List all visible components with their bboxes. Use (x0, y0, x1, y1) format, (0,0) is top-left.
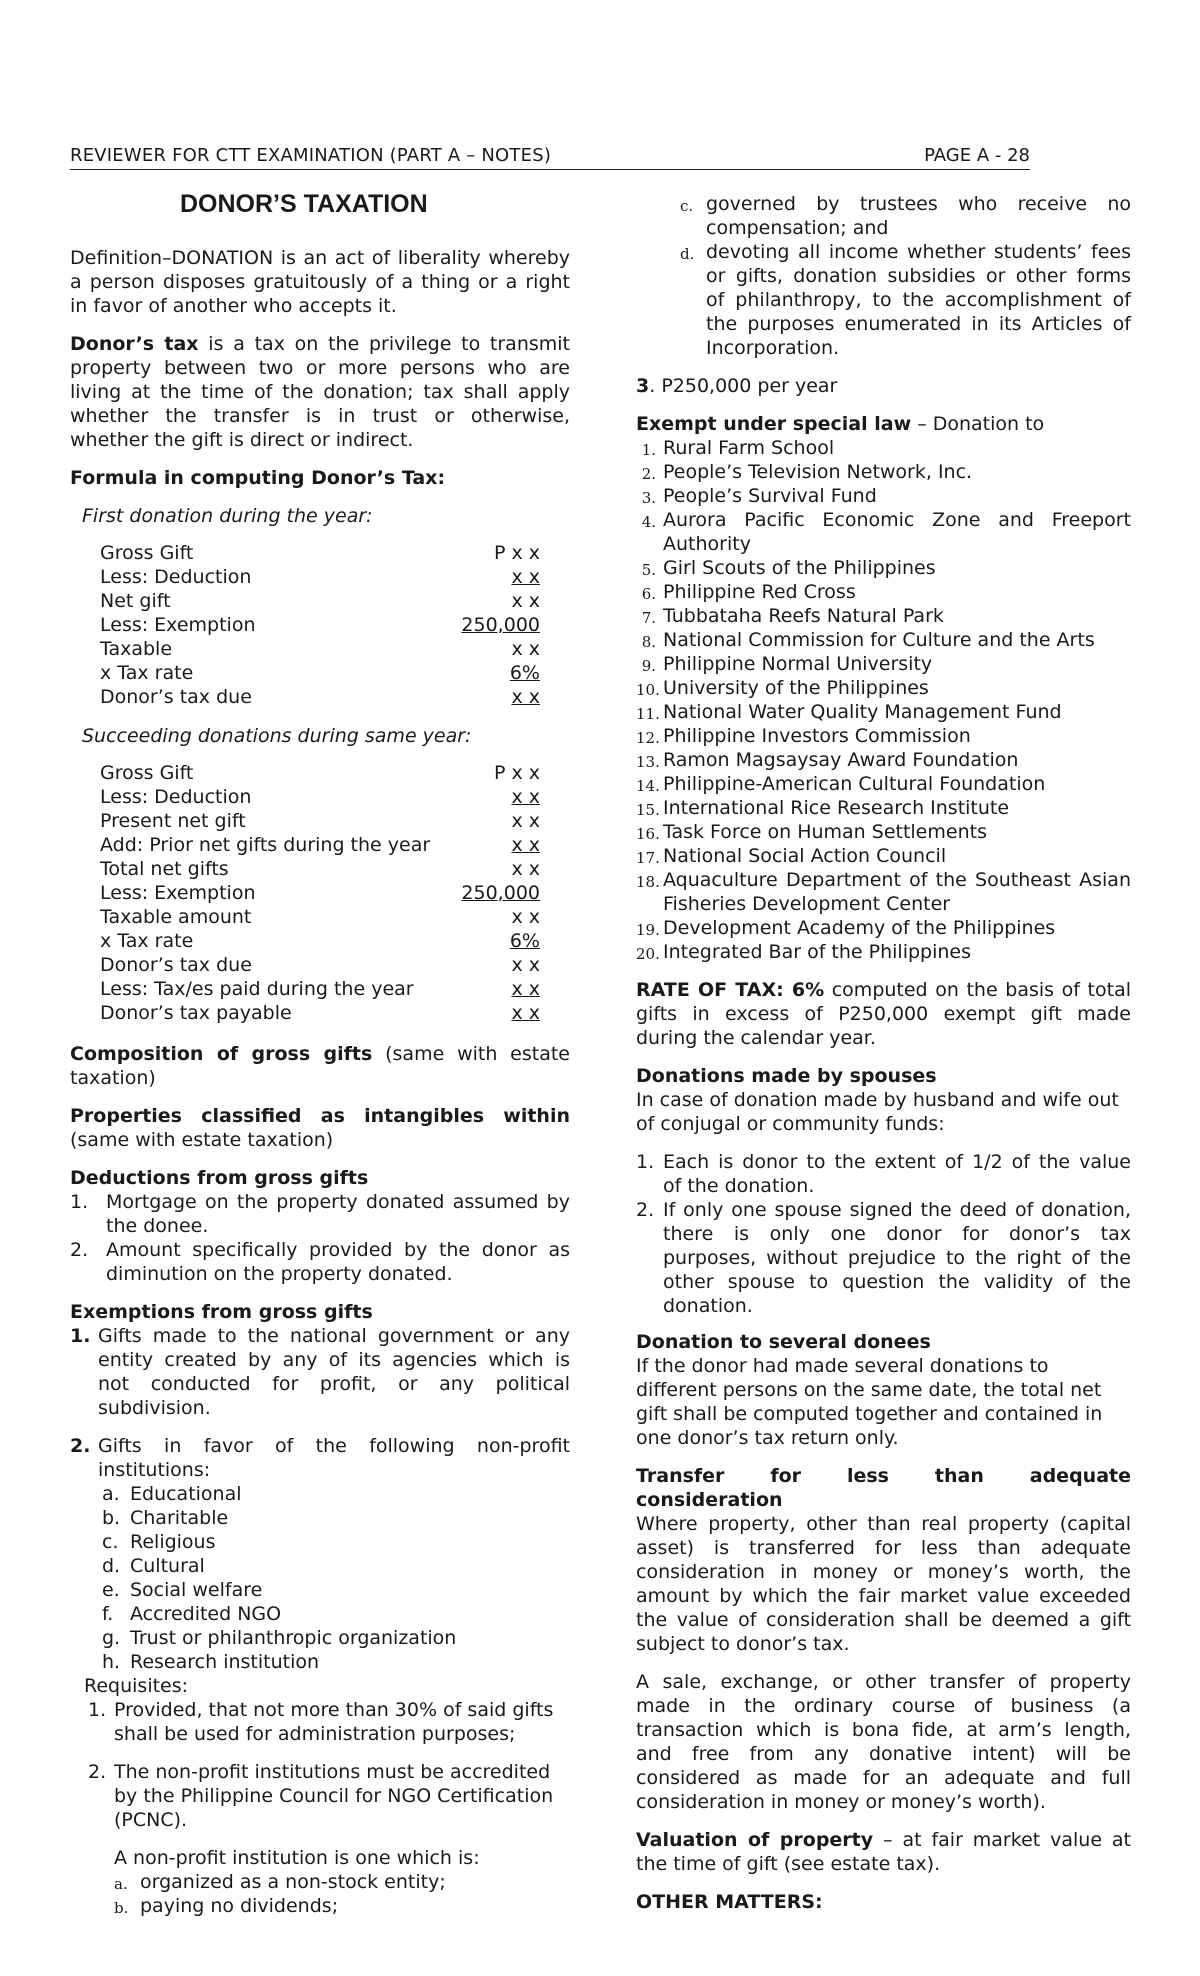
criterion-line: of philanthropy, to the accomplishment of (706, 289, 1131, 311)
exemption-line: subdivision. (98, 1397, 211, 1419)
donors-tax-line: whether the gift is direct or indirect. (70, 429, 414, 451)
institution-letter: e. (102, 1579, 120, 1601)
computation-value: P x x (493, 542, 540, 564)
list-number: 4. (641, 513, 656, 531)
exemption-line: entity created by any of its agencies which is (98, 1349, 570, 1371)
spouse-rule-line: donation. (663, 1295, 753, 1317)
special-law-item: Fisheries Development Center (663, 893, 951, 915)
institution-item: Social welfare (130, 1579, 263, 1601)
computation-label: Less: Exemption (100, 614, 256, 636)
computation-value: x x (511, 638, 540, 660)
computation-label: Less: Exemption (100, 882, 256, 904)
list-number: 10. (636, 681, 660, 699)
special-law-item: Task Force on Human Settlements (663, 821, 987, 843)
computation-label: x Tax rate (100, 662, 194, 684)
computation-value: x x (511, 954, 540, 976)
list-number: 20. (636, 945, 660, 963)
computation-label: Present net gift (100, 810, 246, 832)
spouse-rule-number: 1. (636, 1151, 655, 1173)
requisite-number: 1. (88, 1699, 107, 1721)
special-law-item: Girl Scouts of the Philippines (663, 557, 936, 579)
rate-of-tax-line: during the calendar year. (636, 1027, 876, 1049)
spouse-rule-line: other spouse to question the validity of the (663, 1271, 1131, 1293)
spouse-rule-line: of the donation. (663, 1175, 815, 1197)
several-donees-heading: Donation to several donees (636, 1331, 931, 1353)
transfer-heading: consideration (636, 1489, 783, 1511)
deductions-heading: Deductions from gross gifts (70, 1167, 369, 1189)
spouse-rule-line: If only one spouse signed the deed of donation, (663, 1199, 1131, 1221)
requisite-line: (PCNC). (114, 1809, 188, 1831)
criterion-item: paying no dividends; (140, 1895, 339, 1917)
definition-line: a person disposes gratuitously of a thing or a right (70, 271, 570, 293)
deduction-line: Mortgage on the property donated assumed by (106, 1191, 570, 1213)
list-number: 2. (641, 465, 656, 483)
composition-line: taxation) (70, 1067, 156, 1089)
computation-label: Net gift (100, 590, 171, 612)
special-law-item: Development Academy of the Philippines (663, 917, 1056, 939)
special-law-item: Philippine Normal University (663, 653, 933, 675)
sale-line: and free from any donative intent) will be (636, 1743, 1131, 1765)
properties-line: Properties classified as intangibles within (70, 1105, 570, 1127)
computation-label: Gross Gift (100, 762, 194, 784)
list-number: 5. (641, 561, 656, 579)
transfer-line: amount by which the fair market value exceeded (636, 1585, 1131, 1607)
computation-value: x x (511, 810, 540, 832)
institution-item: Trust or philanthropic organization (130, 1627, 457, 1649)
spouse-rule-line: Each is donor to the extent of 1/2 of the value (663, 1151, 1131, 1173)
special-law-item: National Commission for Culture and the Arts (663, 629, 1095, 651)
list-number: 8. (641, 633, 656, 651)
sale-line: made in the ordinary course of business (a (636, 1695, 1131, 1717)
rate-of-tax-line: gifts in excess of P250,000 exempt gift made (636, 1003, 1131, 1025)
spouses-intro-line: In case of donation made by husband and wife out (636, 1089, 1119, 1111)
spouse-rule-number: 2. (636, 1199, 655, 1221)
first-donation-computation (100, 542, 540, 710)
computation-value: x x (511, 686, 540, 708)
valuation-line: the time of gift (see estate tax). (636, 1853, 941, 1875)
criterion-line: or gifts, donation subsidies or other forms (706, 265, 1131, 287)
computation-label: Less: Deduction (100, 786, 252, 808)
requisite-line: The non-profit institutions must be accredited (114, 1761, 551, 1783)
spouse-rule-line: there is only one donor for donor’s tax (663, 1223, 1131, 1245)
special-law-item: International Rice Research Institute (663, 797, 1010, 819)
criterion-item: organized as a non-stock entity; (140, 1871, 446, 1893)
deduction-line: the donee. (106, 1215, 209, 1237)
exemption-line: Gifts in favor of the following non-profit (98, 1435, 570, 1457)
definition-line: in favor of another who accepts it. (70, 295, 397, 317)
institution-letter: c. (102, 1531, 119, 1553)
spouse-rule-line: purposes, without prejudice to the right of the (663, 1247, 1131, 1269)
computation-value: x x (511, 590, 540, 612)
list-number: 1. (641, 441, 656, 459)
formula-heading: Formula in computing Donor’s Tax: (70, 467, 446, 489)
computation-label: Add: Prior net gifts during the year (100, 834, 431, 856)
transfer-line: consideration in money or money’s worth, the (636, 1561, 1131, 1583)
institution-item: Research institution (130, 1651, 320, 1673)
nonprofit-intro: A non-profit institution is one which is: (114, 1847, 480, 1869)
page-header (70, 145, 1030, 170)
sale-line: considered as made for an adequate and full (636, 1767, 1131, 1789)
institution-item: Accredited NGO (130, 1603, 282, 1625)
computation-label: Donor’s tax due (100, 686, 252, 708)
computation-value: 250,000 (461, 614, 540, 636)
transfer-line: Where property, other than real property (capital (636, 1513, 1131, 1535)
institution-letter: f. (102, 1603, 114, 1625)
special-law-item: People’s Television Network, Inc. (663, 461, 973, 483)
exemptions-heading: Exemptions from gross gifts (70, 1301, 373, 1323)
special-law-item: Philippine Red Cross (663, 581, 856, 603)
computation-value: x x (511, 1002, 540, 1024)
list-number: 6. (641, 585, 656, 603)
composition-line: Composition of gross gifts (same with estate (70, 1043, 570, 1065)
exempt-special-law-heading: Exempt under special law – Donation to (636, 413, 1045, 435)
transfer-line: the value of consideration shall be deemed a gift (636, 1609, 1131, 1631)
computation-label: Taxable (100, 638, 173, 660)
computation-label: Gross Gift (100, 542, 194, 564)
institution-letter: a. (102, 1483, 120, 1505)
computation-label: Less: Deduction (100, 566, 252, 588)
item-3: 3. P250,000 per year (636, 375, 838, 397)
exemption-line: Gifts made to the national government or any (98, 1325, 570, 1347)
list-number: 18. (636, 873, 660, 891)
list-number: 12. (636, 729, 660, 747)
donors-tax-line: Donor’s tax is a tax on the privilege to transmit (70, 333, 571, 355)
computation-value: 6% (509, 662, 540, 684)
list-number: 11. (636, 705, 660, 723)
list-number: 19. (636, 921, 660, 939)
several-donees-line: If the donor had made several donations to (636, 1355, 1049, 1377)
criterion-line: governed by trustees who receive no (706, 193, 1131, 215)
criterion-line: Incorporation. (706, 337, 840, 359)
list-number: 16. (636, 825, 660, 843)
list-number: 3. (641, 489, 656, 507)
computation-value: x x (511, 834, 540, 856)
special-law-item: Tubbataha Reefs Natural Park (663, 605, 944, 627)
criterion-letter: c. (680, 197, 694, 215)
institution-letter: h. (102, 1651, 121, 1673)
donors-tax-line: property between two or more persons who are (70, 357, 570, 379)
page-number: PAGE A - 28 (924, 145, 1030, 166)
valuation-line: Valuation of property – at fair market value at (636, 1829, 1132, 1851)
computation-label: Donor’s tax payable (100, 1002, 292, 1024)
computation-value: x x (511, 978, 540, 1000)
definition-line: Definition–DONATION is an act of liberality whereby (70, 247, 570, 269)
deduction-number: 1. (70, 1191, 89, 1213)
institution-item: Educational (130, 1483, 242, 1505)
rate-of-tax-line: RATE OF TAX: 6% computed on the basis of total (636, 979, 1131, 1001)
first-donation-heading: First donation during the year: (82, 505, 373, 527)
section-title: DONOR’S TAXATION (180, 190, 428, 218)
list-number: 9. (641, 657, 656, 675)
transfer-line: subject to donor’s tax. (636, 1633, 850, 1655)
special-law-item: Aquaculture Department of the Southeast Asian (663, 869, 1131, 891)
computation-value: P x x (493, 762, 540, 784)
exemption-number: 2. (70, 1435, 91, 1457)
header-title: REVIEWER FOR CTT EXAMINATION (PART A – NOTES) (70, 145, 552, 166)
computation-value: x x (511, 906, 540, 928)
requisite-number: 2. (88, 1761, 107, 1783)
criterion-line: the purposes enumerated in its Articles of (706, 313, 1131, 335)
requisite-line: Provided, that not more than 30% of said gifts (114, 1699, 554, 1721)
donors-tax-line: whether the transfer is in trust or otherwise, (70, 405, 570, 427)
institution-item: Charitable (130, 1507, 229, 1529)
computation-value: 250,000 (461, 882, 540, 904)
computation-label: Less: Tax/es paid during the year (100, 978, 414, 1000)
transfer-line: asset) is transferred for less than adequate (636, 1537, 1131, 1559)
special-law-item: Philippine Investors Commission (663, 725, 971, 747)
spouses-heading: Donations made by spouses (636, 1065, 937, 1087)
deduction-line: diminution on the property donated. (106, 1263, 453, 1285)
sale-line: consideration in money or money’s worth). (636, 1791, 1046, 1813)
exemption-line: institutions: (98, 1459, 211, 1481)
donors-tax-term: Donor’s tax (70, 333, 199, 355)
list-number: 17. (636, 849, 660, 867)
institution-letter: b. (102, 1507, 121, 1529)
deduction-number: 2. (70, 1239, 89, 1261)
criterion-line: compensation; and (706, 217, 889, 239)
several-donees-line: one donor’s tax return only. (636, 1427, 899, 1449)
computation-value: x x (511, 858, 540, 880)
special-law-item: Ramon Magsaysay Award Foundation (663, 749, 1019, 771)
requisite-line: shall be used for administration purposes; (114, 1723, 516, 1745)
special-law-item: University of the Philippines (663, 677, 929, 699)
criterion-line: devoting all income whether students’ fees (706, 241, 1131, 263)
criterion-letter: b. (114, 1899, 129, 1917)
donors-tax-line: living at the time of the donation; tax shall apply (70, 381, 570, 403)
institution-item: Cultural (130, 1555, 205, 1577)
computation-value: x x (511, 566, 540, 588)
criterion-letter: d. (680, 245, 695, 263)
deduction-line: Amount specifically provided by the donor as (106, 1239, 570, 1261)
requisite-line: by the Philippine Council for NGO Certification (114, 1785, 554, 1807)
sale-line: A sale, exchange, or other transfer of property (636, 1671, 1131, 1693)
requisites-label: Requisites: (84, 1675, 189, 1697)
institution-letter: g. (102, 1627, 121, 1649)
several-donees-line: different persons on the same date, the total net (636, 1379, 1102, 1401)
spouses-intro-line: of conjugal or community funds: (636, 1113, 945, 1135)
several-donees-line: gift shall be computed together and contained in (636, 1403, 1103, 1425)
computation-label: Donor’s tax due (100, 954, 252, 976)
transfer-heading: Transfer for less than adequate (636, 1465, 1131, 1487)
criterion-letter: a. (114, 1875, 128, 1893)
list-number: 7. (641, 609, 656, 627)
other-matters-heading: OTHER MATTERS: (636, 1891, 823, 1913)
computation-label: Taxable amount (100, 906, 252, 928)
institution-item: Religious (130, 1531, 216, 1553)
special-law-item: Philippine-American Cultural Foundation (663, 773, 1046, 795)
succeeding-donation-computation (100, 762, 540, 1026)
properties-line: (same with estate taxation) (70, 1129, 334, 1151)
special-law-item: Authority (663, 533, 751, 555)
institution-letter: d. (102, 1555, 121, 1577)
succeeding-donation-heading: Succeeding donations during same year: (82, 725, 472, 747)
computation-value: 6% (509, 930, 540, 952)
special-law-item: National Social Action Council (663, 845, 947, 867)
special-law-item: National Water Quality Management Fund (663, 701, 1062, 723)
exemption-line: not conducted for profit, or any political (98, 1373, 570, 1395)
special-law-item: Rural Farm School (663, 437, 835, 459)
computation-value: x x (511, 786, 540, 808)
special-law-item: People’s Survival Fund (663, 485, 877, 507)
special-law-item: Aurora Pacific Economic Zone and Freeport (663, 509, 1131, 531)
list-number: 13. (636, 753, 660, 771)
sale-line: transaction which is bona fide, at arm’s length, (636, 1719, 1131, 1741)
special-law-item: Integrated Bar of the Philippines (663, 941, 972, 963)
computation-label: x Tax rate (100, 930, 194, 952)
list-number: 14. (636, 777, 660, 795)
list-number: 15. (636, 801, 660, 819)
exemption-number: 1. (70, 1325, 91, 1347)
computation-label: Total net gifts (100, 858, 229, 880)
